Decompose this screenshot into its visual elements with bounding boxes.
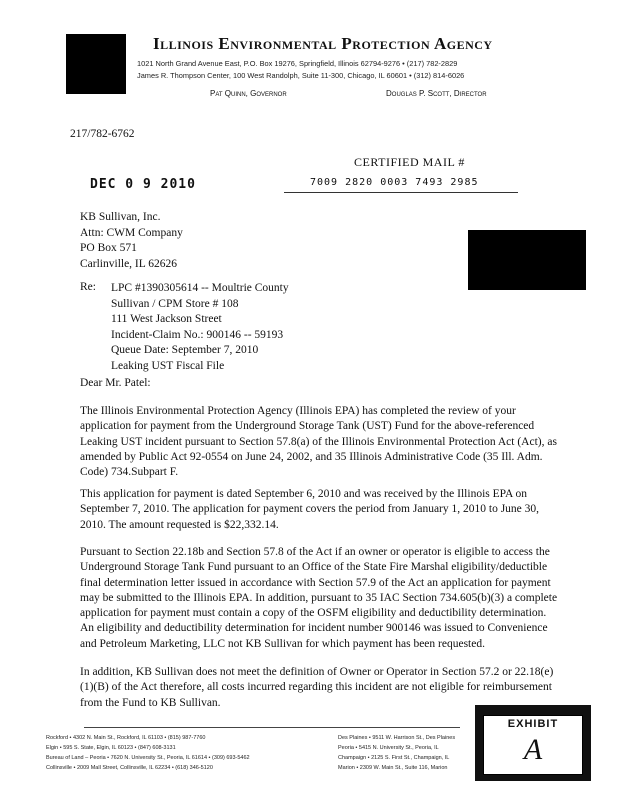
re-line: Queue Date: September 7, 2010 — [111, 344, 259, 356]
exhibit-sticker-face — [483, 715, 583, 775]
agency-name: Illinois Environmental Protection Agency — [153, 34, 493, 53]
recipient-line: PO Box 571 — [80, 242, 137, 254]
footer-offices-right — [338, 733, 455, 773]
re-line: Incident-Claim No.: 900146 -- 59193 — [111, 328, 284, 341]
re-line: Sullivan / CPM Store # 108 — [111, 297, 239, 310]
re-line: Leaking UST Fiscal File — [111, 359, 225, 372]
footer-office: Champaign • 2125 S. First St., Champaign, IL — [338, 755, 450, 761]
body-paragraph: The Illinois Environmental Protection Agency (Illinois EPA) has completed the review of your application for payment from the Underground Storage Tank (UST) Fund for the above-referenced Leaking UST incident pursuant to Section 57.8(a) of the Illinois Environmental Protection Act (Act), as amended by Public Act 92-0554 on June 24, 2002, and 35 Illinois Administrative Code (35 Ill. Adm. Code) 734.Subpart F. — [80, 405, 557, 479]
redaction-block — [468, 230, 586, 290]
re-label: Re: — [80, 281, 96, 293]
footer-office: Bureau of Land – Peoria • 7620 N. University St., Peoria, IL 61614 • (309) 693-5462 — [46, 755, 250, 761]
footer-office: Rockford • 4302 N. Main St., Rockford, IL 61103 • (815) 987-7760 — [46, 735, 206, 741]
certified-mail-number: 7009 2820 0003 7493 2985 — [310, 177, 479, 188]
footer-office: Marion • 2309 W. Main St., Suite 116, Marion — [338, 765, 448, 771]
re-details — [111, 281, 289, 374]
governor-name: Pat Quinn, Governor — [210, 89, 287, 98]
footer-office: Peoria • 5415 N. University St., Peoria, IL — [338, 745, 439, 751]
body-paragraph: In addition, KB Sullivan does not meet the definition of Owner or Operator in Section 57.2 or 22.18(e)(1)(B) of the Act therefore, all costs incurred regarding this incident are not eligible for reimbursement from the Fund to KB Sullivan. — [80, 666, 554, 709]
date-stamp: DEC 0 9 2010 — [90, 177, 196, 192]
exhibit-letter: A — [523, 733, 543, 766]
re-line: 111 West Jackson Street — [111, 313, 222, 325]
recipient-line: Attn: CWM Company — [80, 226, 183, 239]
recipient-line: KB Sullivan, Inc. — [80, 211, 161, 223]
footer-offices-left — [46, 733, 250, 773]
re-line: LPC #1390305614 -- Moultrie County — [111, 282, 289, 294]
phone-number: 217/782-6762 — [70, 128, 135, 140]
footer-office: Collinsville • 2009 Mall Street, Collinsville, IL 62234 • (618) 346-5120 — [46, 765, 213, 771]
body-paragraph: This application for payment is dated September 6, 2010 and was received by the Illinois EPA on September 7, 2010. The application for payment covers the period from January 1, 2010 to June 30, 2010. The amount requested is $22,332.14. — [80, 488, 540, 531]
agency-logo-block — [66, 34, 126, 94]
footer-office: Des Plaines • 9511 W. Harrison St., Des Plaines — [338, 735, 456, 741]
recipient-address — [80, 210, 183, 272]
agency-address-line-2: James R. Thompson Center, 100 West Randolph, Suite 11-300, Chicago, IL 60601 • (312) 814-6026 — [137, 71, 465, 80]
certified-mail-underline — [284, 192, 518, 193]
exhibit-sticker — [475, 705, 591, 781]
footer-rule — [84, 727, 460, 728]
footer-office: Elgin • 595 S. State, Elgin, IL 60123 • (847) 608-3131 — [46, 745, 176, 751]
salutation: Dear Mr. Patel: — [80, 377, 151, 389]
exhibit-label: EXHIBIT — [507, 718, 559, 730]
director-name: Douglas P. Scott, Director — [386, 89, 487, 98]
agency-address-line-1: 1021 North Grand Avenue East, P.O. Box 19276, Springfield, Illinois 62794-9276 • (217) 782-2829 — [137, 59, 458, 68]
certified-mail-label: CERTIFIED MAIL # — [354, 155, 465, 169]
body-paragraph: Pursuant to Section 22.18b and Section 57.8 of the Act if an owner or operator is eligible to access the Underground Storage Tank Fund pursuant to an Office of the State Fire Marshal eligibility/deductible final determination letter issued in accordance with Section 57.9 of the Act an application for payment may be submitted to the Illinois EPA. In addition, pursuant to 35 IAC Section 734.605(b)(3) a complete application for payment must contain a copy of the OSFM eligibility and deductibility determination. An eligibility and deductibility determination for incident number 900146 was issued to Convenience and Petroleum Marketing, LLC not KB Sullivan for which payment has been requested. — [80, 546, 558, 650]
recipient-line: Carlinville, IL 62626 — [80, 257, 177, 270]
